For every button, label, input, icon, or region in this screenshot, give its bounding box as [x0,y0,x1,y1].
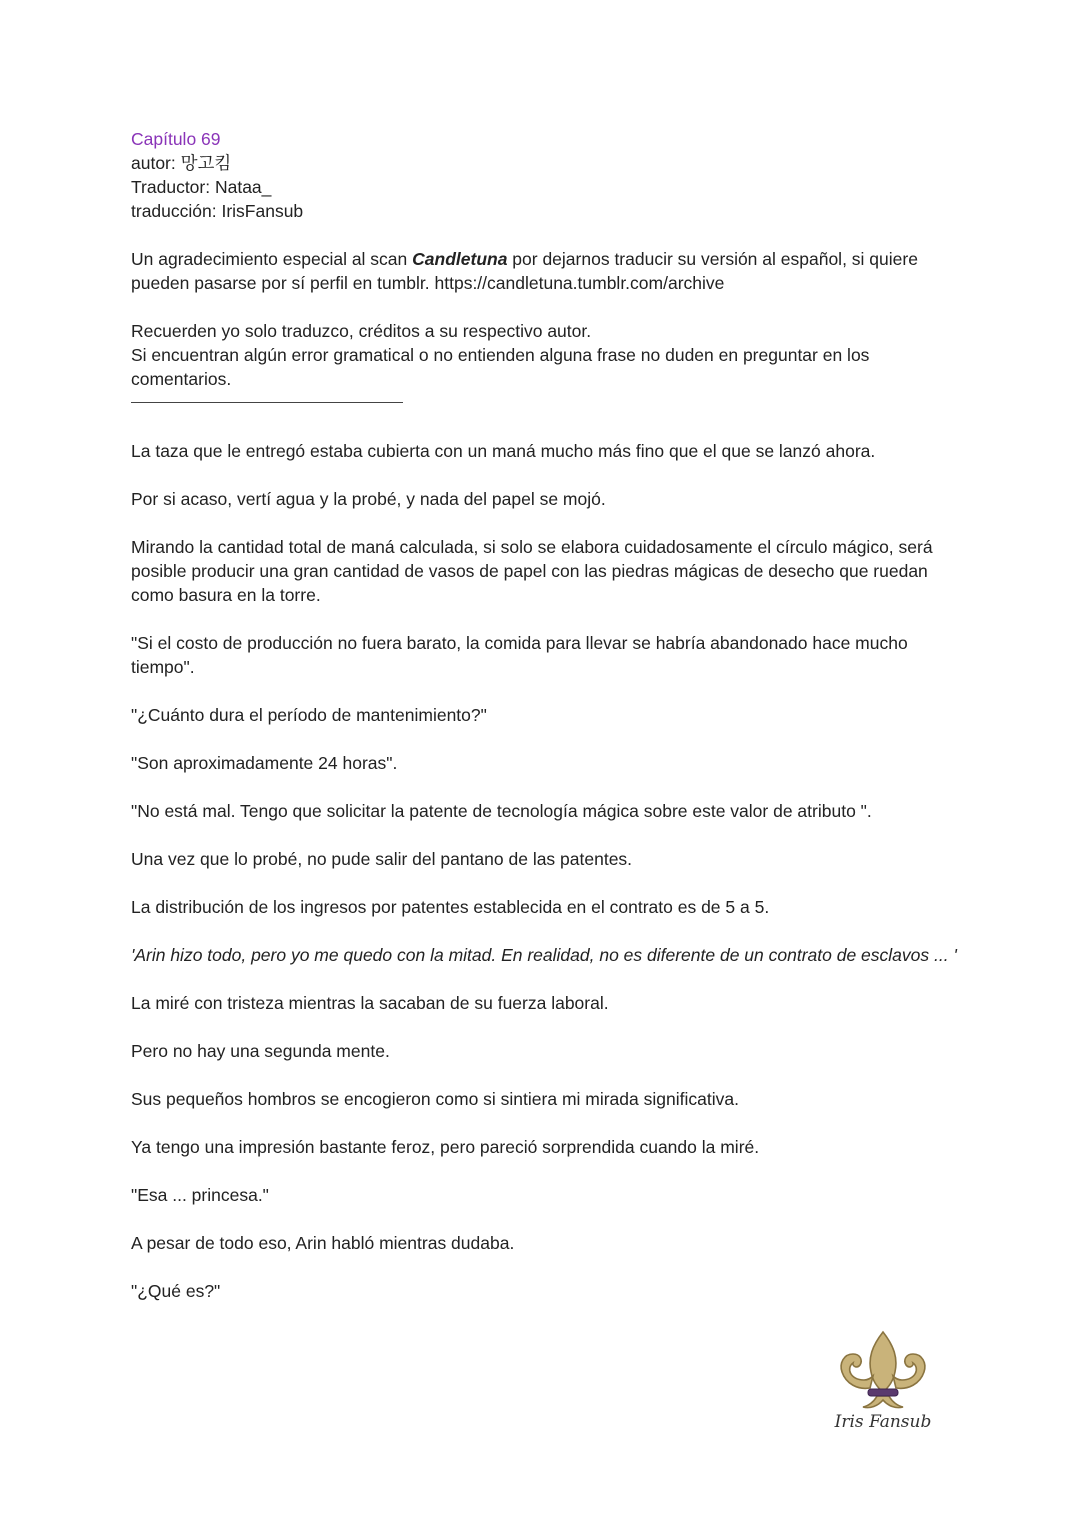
story-paragraph: "Si el costo de producción no fuera barato, la comida para llevar se habría abandonado hace mucho tiempo". [131,633,908,677]
story-paragraph: "No está mal. Tengo que solicitar la patente de tecnología mágica sobre este valor de atributo ". [131,801,872,821]
spacer [131,223,961,247]
thanks-suffix: por dejarnos traducir su versión al español, si quiere pueden pasarse por sí perfil en tumblr. https://candletuna.tumblr.com/archive [131,249,918,293]
story-paragraph: "Son aproximadamente 24 horas". [131,753,398,773]
separator-line [131,402,403,403]
story-paragraph: "¿Qué es?" [131,1281,221,1301]
chapter-title: Capítulo 69 [131,129,221,149]
story-paragraph: A pesar de todo eso, Arin habló mientras dudaba. [131,1233,515,1253]
translation-line: traducción: IrisFansub [131,201,304,221]
fleur-de-lis-icon [828,1328,938,1412]
logo-text: Iris Fansub [834,1412,932,1432]
scan-name: Candletuna [412,249,508,269]
errors-note: Si encuentran algún error gramatical o no entienden alguna frase no duden en preguntar en los comentarios. [131,345,870,389]
story-paragraph: Por si acaso, vertí agua y la probé, y nada del papel se mojó. [131,489,606,509]
thanks-prefix: Un agradecimiento especial al scan [131,249,413,269]
credits-note: Recuerden yo solo traduzco, créditos a su respectivo autor. [131,321,592,341]
document-page [131,127,961,1327]
thanks-paragraph [131,247,961,295]
story-paragraph: Una vez que lo probé, no pude salir del pantano de las patentes. [131,849,633,869]
story-paragraph: La distribución de los ingresos por patentes establecida en el contrato es de 5 a 5. [131,897,770,917]
story-paragraph: Sus pequeños hombros se encogieron como si sintiera mi mirada significativa. [131,1089,739,1109]
author-line: autor: 망고킴 [131,153,232,173]
story-paragraph: La taza que le entregó estaba cubierta con un maná mucho más fino que el que se lanzó ahora. [131,441,876,461]
story-paragraph: Mirando la cantidad total de maná calculada, si solo se elabora cuidadosamente el círculo mágico, será posible producir una gran cantidad de vasos de papel con las piedras mágicas de desecho que ruedan como basura en la torre. [131,537,933,605]
story-paragraph: La miré con tristeza mientras la sacaban de su fuerza laboral. [131,993,609,1013]
story-paragraph: Ya tengo una impresión bastante feroz, pero pareció sorprendida cuando la miré. [131,1137,760,1157]
story-paragraph: "Esa ... princesa." [131,1185,269,1205]
iris-fansub-logo [828,1328,938,1448]
story-thought-paragraph: 'Arin hizo todo, pero yo me quedo con la mitad. En realidad, no es diferente de un contrato de esclavos ... ' [131,945,957,965]
story-paragraph: Pero no hay una segunda mente. [131,1041,390,1061]
translator-line: Traductor: Nataa_ [131,177,272,197]
story-paragraph: "¿Cuánto dura el período de mantenimiento?" [131,705,487,725]
